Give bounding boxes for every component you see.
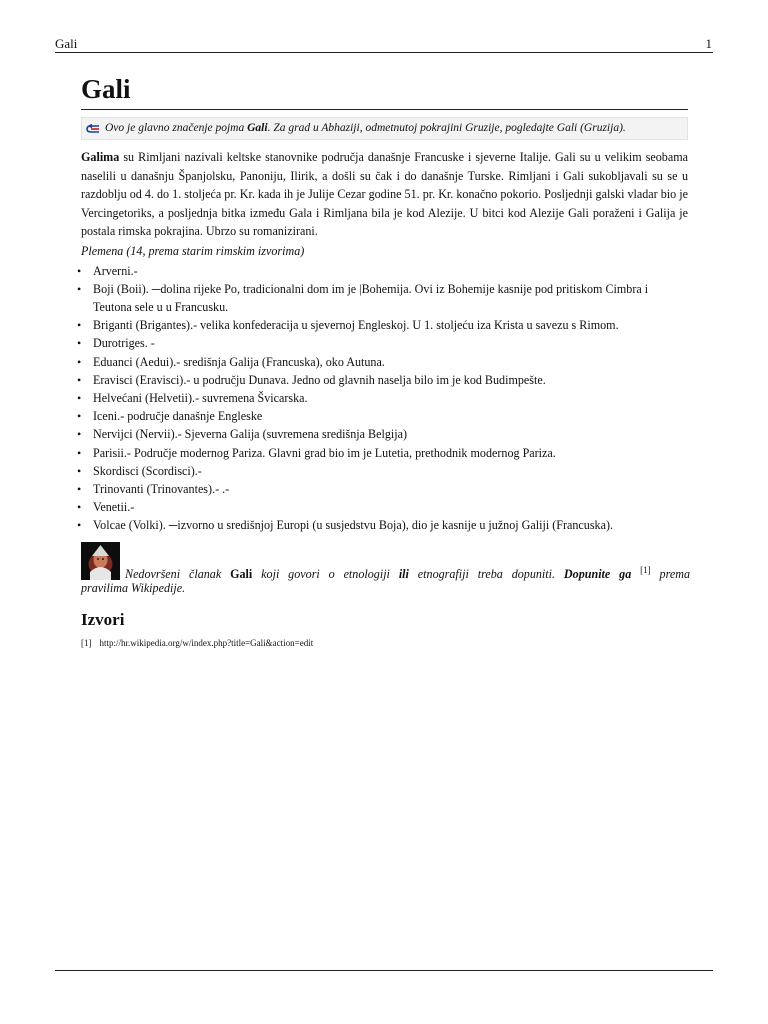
list-item: • Eravisci (Eravisci).- u području Dunava. Jedno od glavnih naselja bilo im je kod Budimpešte.: [81, 371, 688, 389]
article-title: Gali: [81, 72, 688, 110]
stub-text: [125, 561, 690, 583]
hatnote-text-before: Ovo je glavno značenje pojma: [105, 122, 248, 134]
stub-text-part: koji govori o etnologiji: [252, 566, 399, 581]
reference-item: [81, 637, 688, 649]
list-item: • Iceni.- područje današnje Engleske: [81, 407, 688, 425]
stub-notice: [81, 539, 688, 595]
stub-article-name: Gali: [230, 566, 253, 581]
page-number: 1: [705, 36, 712, 51]
running-header-title: Gali: [55, 36, 78, 51]
stub-reference-marker[interactable]: [1]: [640, 564, 651, 575]
intro-bold-term: Galima: [81, 150, 120, 164]
list-item: • Nervijci (Nervii).- Sjeverna Galija (suvremena središnja Belgija): [81, 425, 688, 443]
ethnology-stub-icon: [81, 542, 120, 580]
sources-heading: Izvori: [81, 609, 125, 629]
tribes-label: Plemena (14, prema starim rimskim izvorima): [81, 243, 305, 258]
references-list: [81, 637, 688, 649]
list-item: • Venetii.-: [81, 498, 688, 516]
list-item: • Volcae (Volki). ─izvorno u središnjoj Europi (u susjedstvu Boja), dio je kasnije u južnoj Galiji (Francuska).: [81, 516, 688, 534]
running-header: [55, 36, 713, 52]
list-item: • Briganti (Brigantes).- velika konfederacija u sjevernoj Engleskoj. U 1. stoljeću iza Krista u savezu s Rimom.: [81, 316, 688, 334]
stub-text-part: Nedovršeni članak: [125, 566, 231, 581]
intro-paragraph: [81, 148, 688, 241]
article-content: [81, 72, 688, 649]
stub-text-line2: pravilima Wikipedije.: [81, 580, 186, 595]
hatnote: [81, 117, 688, 140]
list-item: • Arverni.-: [81, 262, 688, 280]
stub-or: ili: [398, 566, 409, 581]
reference-link[interactable]: http://hr.wikipedia.org/w/index.php?title=Gali&action=edit: [99, 637, 314, 648]
stub-expand-link[interactable]: Dopunite ga: [563, 566, 632, 581]
hatnote-text-after: . Za grad u Abhaziji, odmetnutoj pokrajini Gruzije, pogledajte Gali (Gruzija).: [267, 122, 626, 134]
tribes-list: [81, 262, 688, 535]
list-item: • Durotriges. -: [81, 334, 688, 352]
list-item: • Helvećani (Helvetii).- suvremena Švicarska.: [81, 389, 688, 407]
list-item: • Eduanci (Aedui).- središnja Galija (Francuska), oko Autuna.: [81, 353, 688, 371]
header-divider: [55, 52, 713, 53]
disambiguation-arrow-icon: [86, 124, 100, 134]
list-item: • Boji (Boii). ─dolina rijeke Po, tradicionalni dom im je |Bohemija. Ovi iz Bohemije kasnije pod pritiskom Cimbra i Teutona sele u u Francusku.: [81, 280, 688, 316]
footer-divider: [55, 970, 713, 971]
intro-text: su Rimljani nazivali keltske stanovnike područja današnje Francuske i sjeverne Italije. Gali su u velikim seobama naselili u današnju Španjolsku, Panoniju, Ilirik, a došli su čak i do današnje Turske. Rimljani i Gali sukobljavali su se u razdoblju od 4. do 1. stoljeća pr. Kr. kada ih je Julije Cezar godine 51. pr. Kr. konačno pokorio. Posljednji galski vladar bio je Vercingetoriks, a posljednja bitka između Gala i Rimljana bila je kod Alezije. U bitci kod Alezije Gali poraženi i Galija je postala rimska pokrajina. Ubrzo su romanizirani.: [81, 150, 688, 238]
list-item: • Parisii.- Područje modernog Pariza. Glavni grad bio im je Lutetia, prethodnik modernog Pariza.: [81, 444, 688, 462]
stub-text-part: prema: [650, 566, 690, 581]
reference-number: [1]: [81, 637, 92, 648]
list-item: • Trinovanti (Trinovantes).- .-: [81, 480, 688, 498]
stub-text-part: etnografiji treba dopuniti.: [408, 566, 564, 581]
list-item: • Skordisci (Scordisci).-: [81, 462, 688, 480]
hatnote-term: Gali: [247, 122, 268, 134]
